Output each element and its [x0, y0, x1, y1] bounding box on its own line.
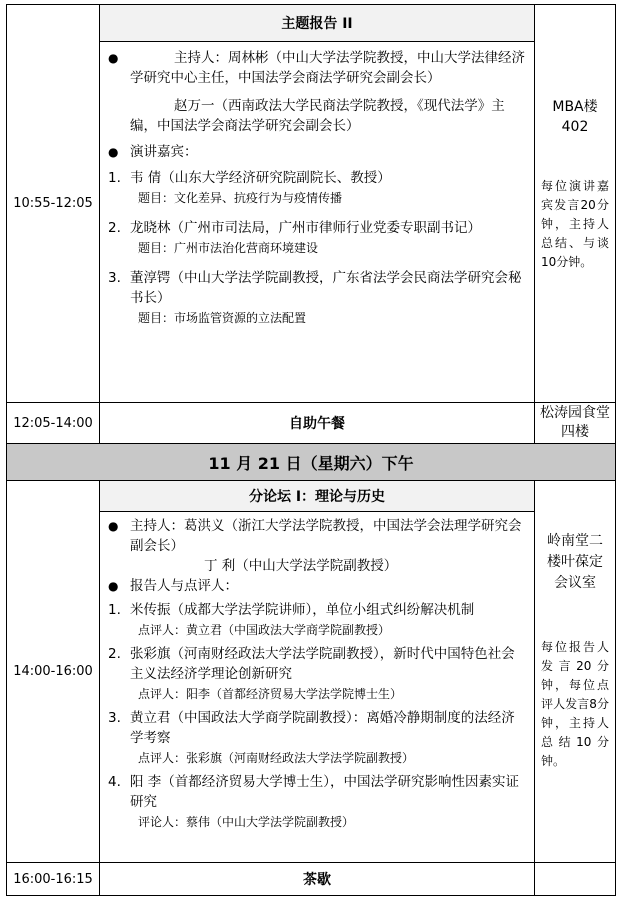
session2-note: 每位演讲嘉宾发言20分钟，主持人总结、与谈10分钟。	[541, 179, 609, 269]
forum1-host1: 主持人：葛洪义（浙江大学法学院教授，中国法学会法理学研究会副会长）	[130, 518, 522, 554]
forum1-title: 分论坛 I：理论与历史	[100, 481, 535, 512]
day-row	[7, 444, 616, 481]
forum1-venue: 岭南堂二楼叶葆定会议室	[547, 533, 603, 591]
bullet-icon: ●	[108, 145, 119, 159]
forum1-host-block	[108, 516, 528, 556]
lunch-row	[7, 403, 616, 444]
report-num: 1.	[108, 602, 121, 618]
speaker-item	[108, 218, 528, 238]
lunch-time: 12:05-14:00	[7, 403, 100, 444]
reporters-label: 报告人与点评人：	[130, 578, 238, 594]
report-text: 黄立君（中国政法大学商学院副教授）：离婚冷静期制度的法经济学考察	[130, 710, 515, 746]
report-item	[108, 644, 528, 684]
forum1-note: 每位报告人发言20分钟，每位点评人发言8分钟，主持人总结10分钟。	[541, 640, 609, 768]
report-text: 阳 李（首都经济贸易大学博士生），中国法学研究影响性因素实证研究	[130, 774, 520, 810]
speaker-num: 3.	[108, 270, 121, 286]
speakers-label: 演讲嘉宾：	[130, 144, 198, 160]
bullet-icon: ●	[108, 579, 119, 593]
speaker-name: 董淳锷（中山大学法学院副教授，广东省法学会民商法学研究会秘书长）	[130, 270, 522, 306]
session2-host2: 赵万一（西南政法大学民商法学院教授，《现代法学》主编，中国法学会商法学研究会副会长）	[130, 98, 505, 134]
forum1-host2: 丁 利（中山大学法学院副教授）	[204, 558, 398, 574]
tea-venue	[535, 863, 616, 896]
report-num: 2.	[108, 646, 121, 662]
session2-content	[100, 42, 535, 403]
schedule-table	[6, 4, 616, 896]
lunch-title: 自助午餐	[100, 403, 535, 444]
session2-venue: MBA楼402	[552, 99, 598, 135]
bullet-icon: ●	[108, 519, 119, 533]
speaker-name: 龙晓林（广州市司法局，广州市律师行业党委专职副书记）	[130, 220, 481, 236]
speaker-name: 韦 倩（山东大学经济研究院副院长、教授）	[130, 170, 391, 186]
host-label: 主持人：	[174, 50, 228, 66]
session2-host-block	[108, 48, 528, 88]
report-item	[108, 772, 528, 812]
report-item	[108, 708, 528, 748]
report-text: 张彩旗（河南财经政法大学法学院副教授），新时代中国特色社会主义法经济学理论创新研究	[130, 646, 515, 682]
speaker-item	[108, 168, 528, 188]
speaker-num: 2.	[108, 220, 121, 236]
tea-time: 16:00-16:15	[7, 863, 100, 896]
report-comment: 点评人：黄立君（中国政法大学商学院副教授）	[138, 623, 391, 637]
forum1-time: 14:00-16:00	[7, 481, 100, 863]
speaker-topic: 题目：广州市法治化营商环境建设	[138, 241, 319, 255]
report-num: 4.	[108, 774, 121, 790]
session2-venue-cell	[535, 5, 616, 403]
session2-host1: 周林彬（中山大学法学院教授，中山大学法律经济学研究中心主任，中国法学会商法学研究会副会长）	[130, 50, 525, 86]
session2-title: 主题报告 II	[100, 5, 535, 42]
session2-speakers-block	[108, 142, 528, 162]
tea-row	[7, 863, 616, 896]
day-title: 11 月 21 日（星期六）下午	[7, 444, 616, 481]
forum1-venue-cell	[535, 481, 616, 863]
speaker-topic: 题目：文化差异、抗疫行为与疫情传播	[138, 191, 343, 205]
report-num: 3.	[108, 710, 121, 726]
forum1-reporters-block	[108, 576, 528, 596]
report-comment: 点评人：张彩旗（河南财经政法大学法学院副教授）	[138, 751, 415, 765]
speaker-topic: 题目：市场监管资源的立法配置	[138, 311, 307, 325]
report-text: 米传振（成都大学法学院讲师），单位小组式纠纷解决机制	[130, 602, 475, 618]
report-comment: 评论人：蔡伟（中山大学法学院副教授）	[138, 815, 355, 829]
bullet-icon: ●	[108, 51, 119, 65]
report-item	[108, 600, 528, 620]
speaker-item	[108, 268, 528, 308]
report-comment: 点评人：阳李（首都经济贸易大学法学院博士生）	[138, 687, 403, 701]
speaker-num: 1.	[108, 170, 121, 186]
forum1-content	[100, 512, 535, 863]
forum1-header-row	[7, 481, 616, 512]
session2-time: 10:55-12:05	[7, 5, 100, 403]
tea-title: 茶歇	[100, 863, 535, 896]
session2-header-row	[7, 5, 616, 42]
lunch-venue: 松涛园食堂四楼	[535, 403, 616, 444]
